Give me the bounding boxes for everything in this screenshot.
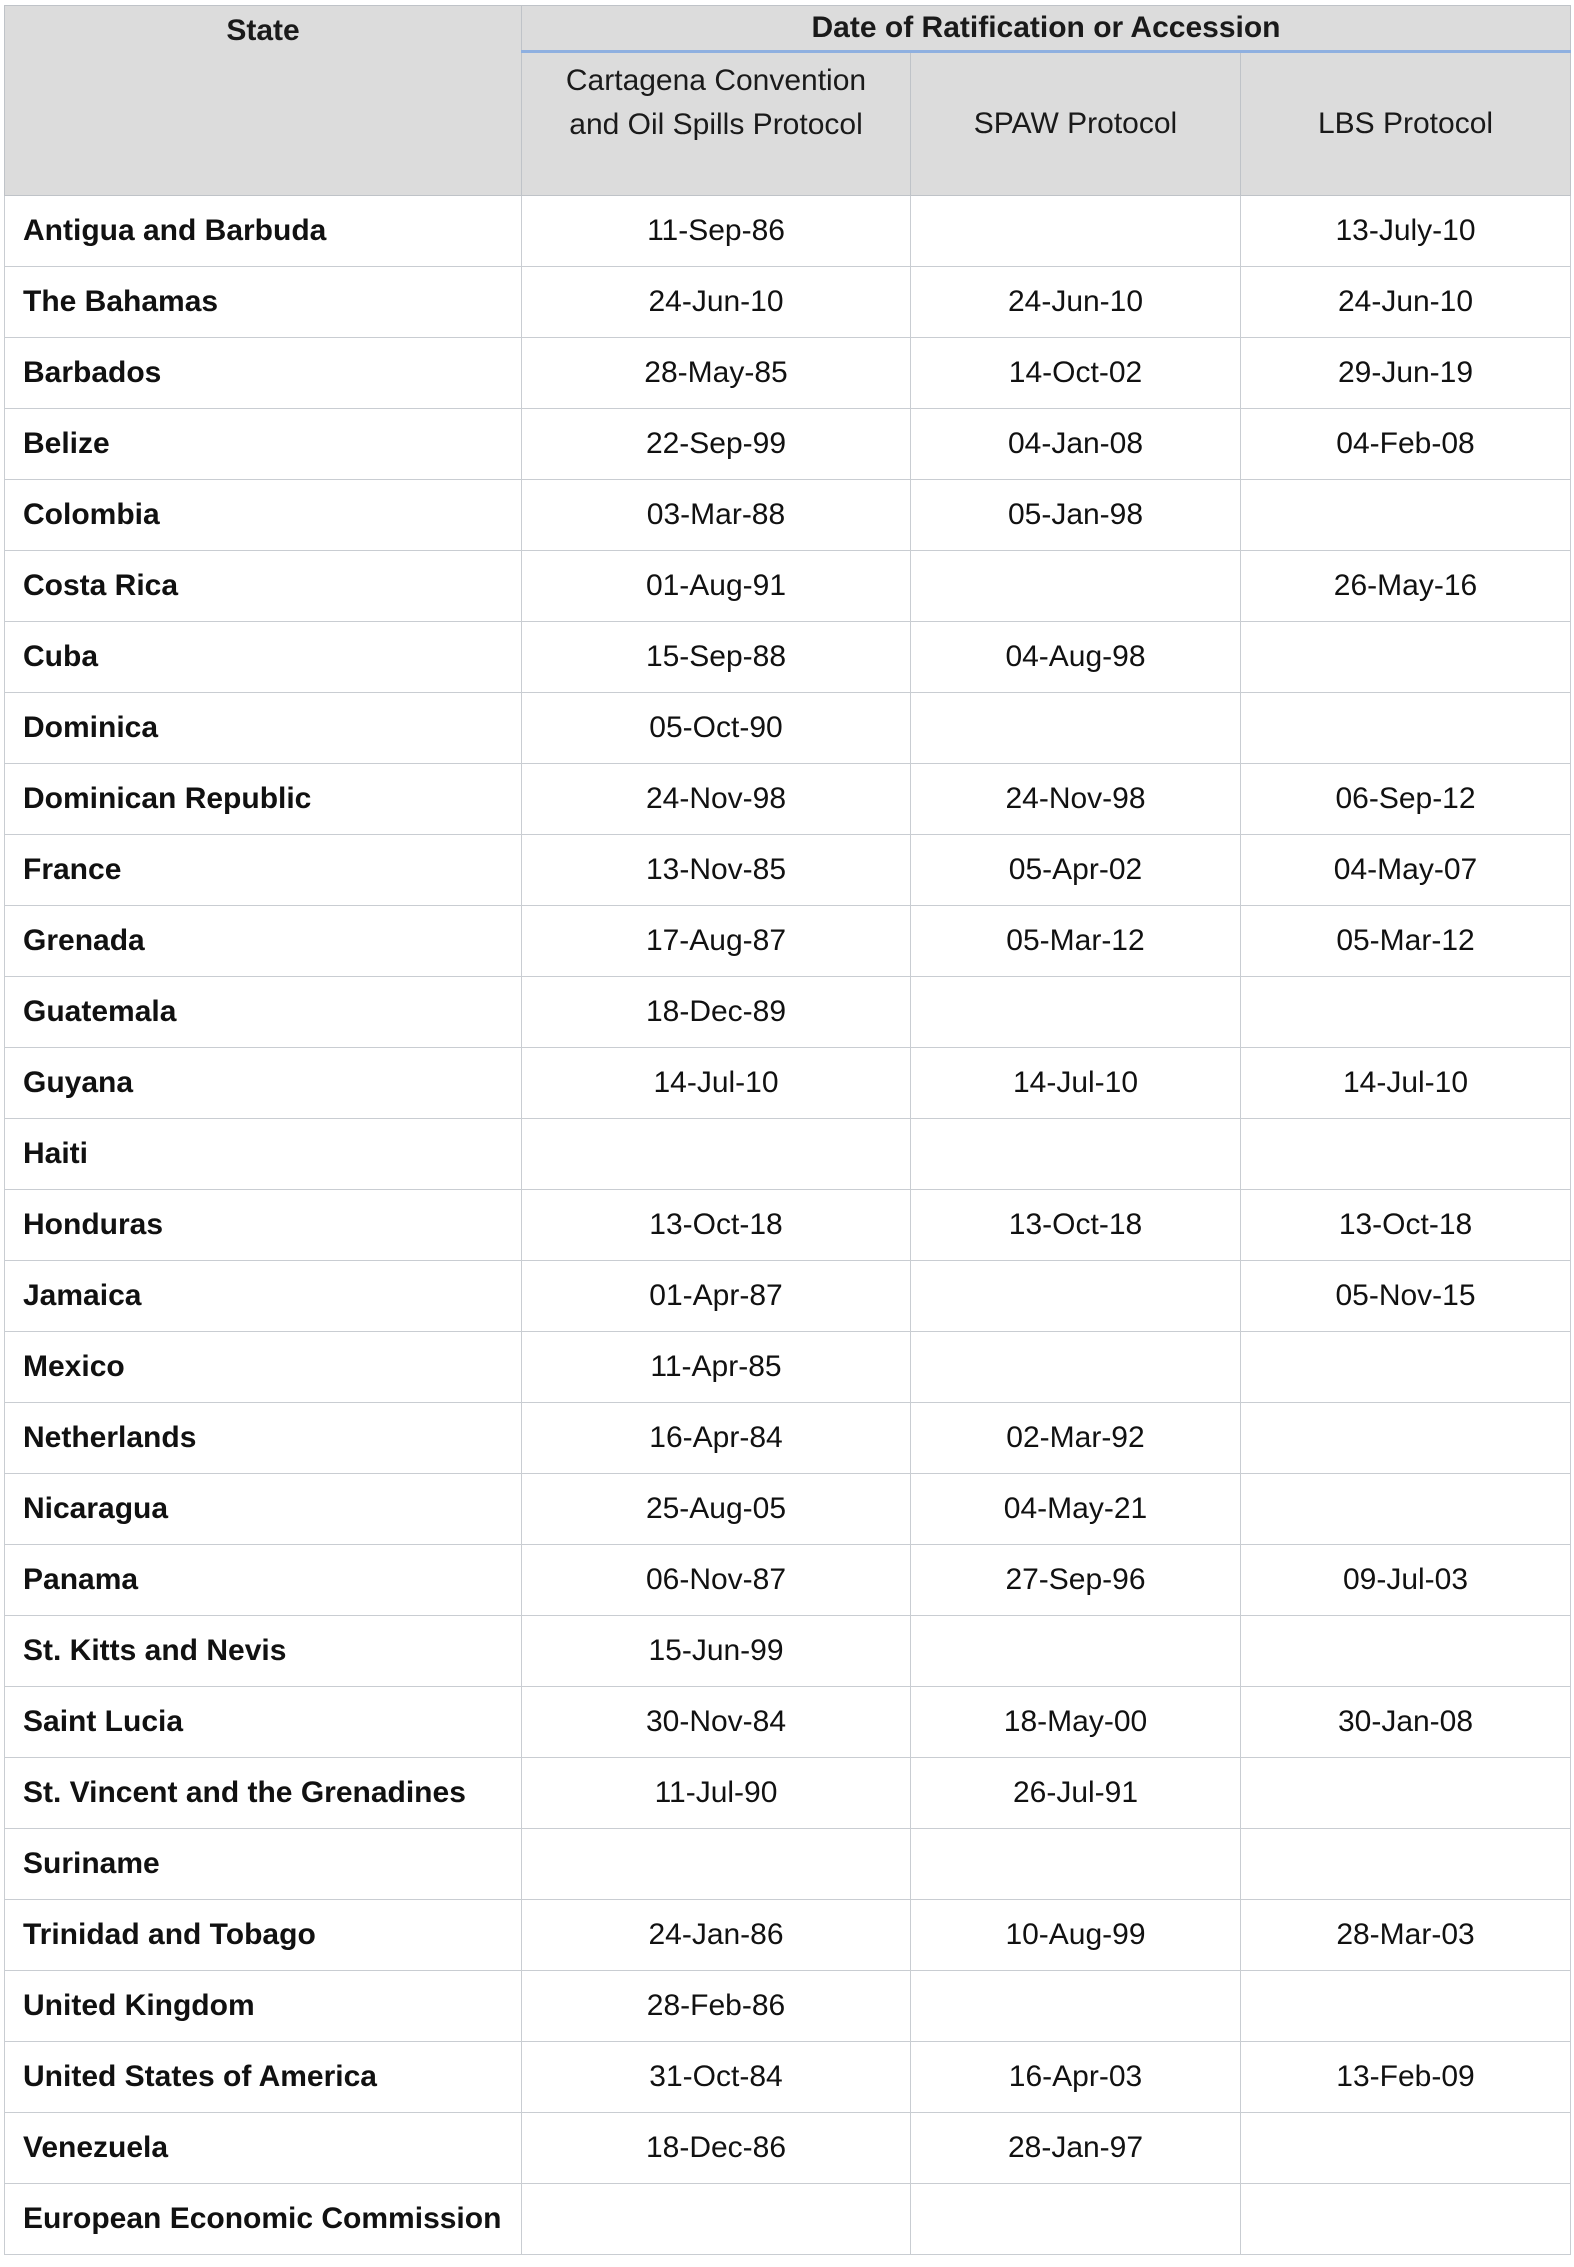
- lbs-date-cell: 26-May-16: [1241, 551, 1571, 622]
- state-cell: Haiti: [5, 1119, 522, 1190]
- lbs-date-cell: 06-Sep-12: [1241, 764, 1571, 835]
- spaw-date-cell: [911, 693, 1241, 764]
- spaw-date-cell: 28-Jan-97: [911, 2113, 1241, 2184]
- table-row: [5, 1758, 1571, 1829]
- spaw-date-cell: 04-Jan-08: [911, 409, 1241, 480]
- table-row: [5, 1900, 1571, 1971]
- spaw-date-cell: [911, 551, 1241, 622]
- cartagena-date-cell: 28-May-85: [522, 338, 911, 409]
- table-row: [5, 2184, 1571, 2255]
- cartagena-date-cell: 13-Nov-85: [522, 835, 911, 906]
- spaw-column-header: SPAW Protocol: [911, 52, 1241, 196]
- cartagena-date-cell: 11-Apr-85: [522, 1332, 911, 1403]
- cartagena-date-cell: 05-Oct-90: [522, 693, 911, 764]
- lbs-date-cell: 05-Nov-15: [1241, 1261, 1571, 1332]
- table-row: [5, 1261, 1571, 1332]
- spaw-date-cell: [911, 1119, 1241, 1190]
- state-cell: France: [5, 835, 522, 906]
- table-row: [5, 1829, 1571, 1900]
- lbs-date-cell: [1241, 1474, 1571, 1545]
- spaw-date-cell: [911, 1971, 1241, 2042]
- state-cell: Jamaica: [5, 1261, 522, 1332]
- lbs-date-cell: 30-Jan-08: [1241, 1687, 1571, 1758]
- cartagena-column-header: [522, 52, 911, 196]
- table-row: [5, 267, 1571, 338]
- table-row: [5, 409, 1571, 480]
- table-row: [5, 1048, 1571, 1119]
- cartagena-date-cell: 15-Jun-99: [522, 1616, 911, 1687]
- lbs-date-cell: [1241, 480, 1571, 551]
- table-row: [5, 480, 1571, 551]
- spaw-date-cell: 13-Oct-18: [911, 1190, 1241, 1261]
- spaw-date-cell: 24-Nov-98: [911, 764, 1241, 835]
- state-cell: St. Kitts and Nevis: [5, 1616, 522, 1687]
- spaw-date-cell: 16-Apr-03: [911, 2042, 1241, 2113]
- state-cell: St. Vincent and the Grenadines: [5, 1758, 522, 1829]
- state-cell: Dominica: [5, 693, 522, 764]
- cartagena-date-cell: 28-Feb-86: [522, 1971, 911, 2042]
- lbs-date-cell: 24-Jun-10: [1241, 267, 1571, 338]
- table-row: [5, 622, 1571, 693]
- spaw-date-cell: 04-May-21: [911, 1474, 1241, 1545]
- spaw-date-cell: 18-May-00: [911, 1687, 1241, 1758]
- ratification-table: [4, 5, 1571, 2255]
- cartagena-date-cell: 03-Mar-88: [522, 480, 911, 551]
- table-row: [5, 1332, 1571, 1403]
- table-row: [5, 764, 1571, 835]
- lbs-date-cell: [1241, 1616, 1571, 1687]
- state-cell: Netherlands: [5, 1403, 522, 1474]
- table-row: [5, 196, 1571, 267]
- spaw-date-cell: 10-Aug-99: [911, 1900, 1241, 1971]
- state-cell: Guatemala: [5, 977, 522, 1048]
- table-row: [5, 835, 1571, 906]
- spaw-date-cell: 14-Jul-10: [911, 1048, 1241, 1119]
- cartagena-date-cell: 22-Sep-99: [522, 409, 911, 480]
- cartagena-header-line2: and Oil Spills Protocol: [569, 108, 863, 141]
- cartagena-date-cell: 18-Dec-89: [522, 977, 911, 1048]
- table-row: [5, 1687, 1571, 1758]
- state-cell: Grenada: [5, 906, 522, 977]
- table-row: [5, 1616, 1571, 1687]
- table-row: [5, 338, 1571, 409]
- lbs-date-cell: 04-Feb-08: [1241, 409, 1571, 480]
- state-cell: Trinidad and Tobago: [5, 1900, 522, 1971]
- table-row: [5, 1119, 1571, 1190]
- spaw-date-cell: [911, 1616, 1241, 1687]
- cartagena-header-line1: Cartagena Convention: [565, 64, 867, 97]
- cartagena-date-cell: 24-Jun-10: [522, 267, 911, 338]
- table-row: [5, 693, 1571, 764]
- cartagena-date-cell: 18-Dec-86: [522, 2113, 911, 2184]
- cartagena-date-cell: 30-Nov-84: [522, 1687, 911, 1758]
- state-cell: Venezuela: [5, 2113, 522, 2184]
- cartagena-date-cell: 14-Jul-10: [522, 1048, 911, 1119]
- spaw-date-cell: 26-Jul-91: [911, 1758, 1241, 1829]
- table-row: [5, 2113, 1571, 2184]
- state-column-header: State: [5, 6, 522, 196]
- state-cell: Costa Rica: [5, 551, 522, 622]
- table-row: [5, 2042, 1571, 2113]
- lbs-date-cell: [1241, 1403, 1571, 1474]
- table-row: [5, 1403, 1571, 1474]
- ratification-date-group-header: Date of Ratification or Accession: [522, 6, 1571, 52]
- lbs-date-cell: 29-Jun-19: [1241, 338, 1571, 409]
- spaw-date-cell: [911, 1829, 1241, 1900]
- lbs-date-cell: [1241, 1332, 1571, 1403]
- lbs-date-cell: 28-Mar-03: [1241, 1900, 1571, 1971]
- table-row: [5, 1190, 1571, 1261]
- state-cell: United States of America: [5, 2042, 522, 2113]
- lbs-date-cell: 04-May-07: [1241, 835, 1571, 906]
- lbs-date-cell: [1241, 977, 1571, 1048]
- table-body: [5, 196, 1571, 2255]
- table-row: [5, 906, 1571, 977]
- spaw-date-cell: 05-Apr-02: [911, 835, 1241, 906]
- lbs-column-header: LBS Protocol: [1241, 52, 1571, 196]
- state-cell: Panama: [5, 1545, 522, 1616]
- spaw-date-cell: 14-Oct-02: [911, 338, 1241, 409]
- cartagena-date-cell: 16-Apr-84: [522, 1403, 911, 1474]
- state-cell: Cuba: [5, 622, 522, 693]
- state-cell: Antigua and Barbuda: [5, 196, 522, 267]
- cartagena-date-cell: 01-Aug-91: [522, 551, 911, 622]
- spaw-date-cell: [911, 977, 1241, 1048]
- state-cell: Colombia: [5, 480, 522, 551]
- state-cell: United Kingdom: [5, 1971, 522, 2042]
- table-row: [5, 1545, 1571, 1616]
- lbs-date-cell: 09-Jul-03: [1241, 1545, 1571, 1616]
- cartagena-date-cell: [522, 1119, 911, 1190]
- table-row: [5, 551, 1571, 622]
- lbs-date-cell: [1241, 2113, 1571, 2184]
- lbs-date-cell: 13-Oct-18: [1241, 1190, 1571, 1261]
- state-cell: Barbados: [5, 338, 522, 409]
- state-cell: European Economic Commission: [5, 2184, 522, 2255]
- lbs-date-cell: [1241, 1758, 1571, 1829]
- lbs-date-cell: 13-July-10: [1241, 196, 1571, 267]
- spaw-date-cell: 05-Jan-98: [911, 480, 1241, 551]
- state-cell: Mexico: [5, 1332, 522, 1403]
- table-row: [5, 1474, 1571, 1545]
- cartagena-date-cell: 15-Sep-88: [522, 622, 911, 693]
- table-row: [5, 977, 1571, 1048]
- lbs-date-cell: 05-Mar-12: [1241, 906, 1571, 977]
- lbs-date-cell: [1241, 1971, 1571, 2042]
- cartagena-date-cell: 24-Jan-86: [522, 1900, 911, 1971]
- state-cell: Dominican Republic: [5, 764, 522, 835]
- cartagena-date-cell: [522, 1829, 911, 1900]
- lbs-date-cell: 14-Jul-10: [1241, 1048, 1571, 1119]
- state-cell: Belize: [5, 409, 522, 480]
- cartagena-date-cell: [522, 2184, 911, 2255]
- cartagena-date-cell: 11-Jul-90: [522, 1758, 911, 1829]
- state-cell: Saint Lucia: [5, 1687, 522, 1758]
- spaw-date-cell: 04-Aug-98: [911, 622, 1241, 693]
- cartagena-date-cell: 11-Sep-86: [522, 196, 911, 267]
- spaw-date-cell: 05-Mar-12: [911, 906, 1241, 977]
- cartagena-date-cell: 01-Apr-87: [522, 1261, 911, 1332]
- state-cell: Honduras: [5, 1190, 522, 1261]
- cartagena-date-cell: 31-Oct-84: [522, 2042, 911, 2113]
- state-cell: Suriname: [5, 1829, 522, 1900]
- table-row: [5, 1971, 1571, 2042]
- cartagena-date-cell: 13-Oct-18: [522, 1190, 911, 1261]
- spaw-date-cell: [911, 196, 1241, 267]
- cartagena-date-cell: 17-Aug-87: [522, 906, 911, 977]
- cartagena-date-cell: 25-Aug-05: [522, 1474, 911, 1545]
- lbs-date-cell: [1241, 2184, 1571, 2255]
- lbs-date-cell: [1241, 622, 1571, 693]
- lbs-date-cell: [1241, 693, 1571, 764]
- lbs-date-cell: [1241, 1119, 1571, 1190]
- spaw-date-cell: [911, 2184, 1241, 2255]
- lbs-date-cell: 13-Feb-09: [1241, 2042, 1571, 2113]
- cartagena-date-cell: 24-Nov-98: [522, 764, 911, 835]
- spaw-date-cell: [911, 1261, 1241, 1332]
- state-cell: The Bahamas: [5, 267, 522, 338]
- state-cell: Nicaragua: [5, 1474, 522, 1545]
- spaw-date-cell: 02-Mar-92: [911, 1403, 1241, 1474]
- spaw-date-cell: 27-Sep-96: [911, 1545, 1241, 1616]
- cartagena-date-cell: 06-Nov-87: [522, 1545, 911, 1616]
- spaw-date-cell: [911, 1332, 1241, 1403]
- table-header: [5, 6, 1571, 196]
- spaw-date-cell: 24-Jun-10: [911, 267, 1241, 338]
- state-cell: Guyana: [5, 1048, 522, 1119]
- lbs-date-cell: [1241, 1829, 1571, 1900]
